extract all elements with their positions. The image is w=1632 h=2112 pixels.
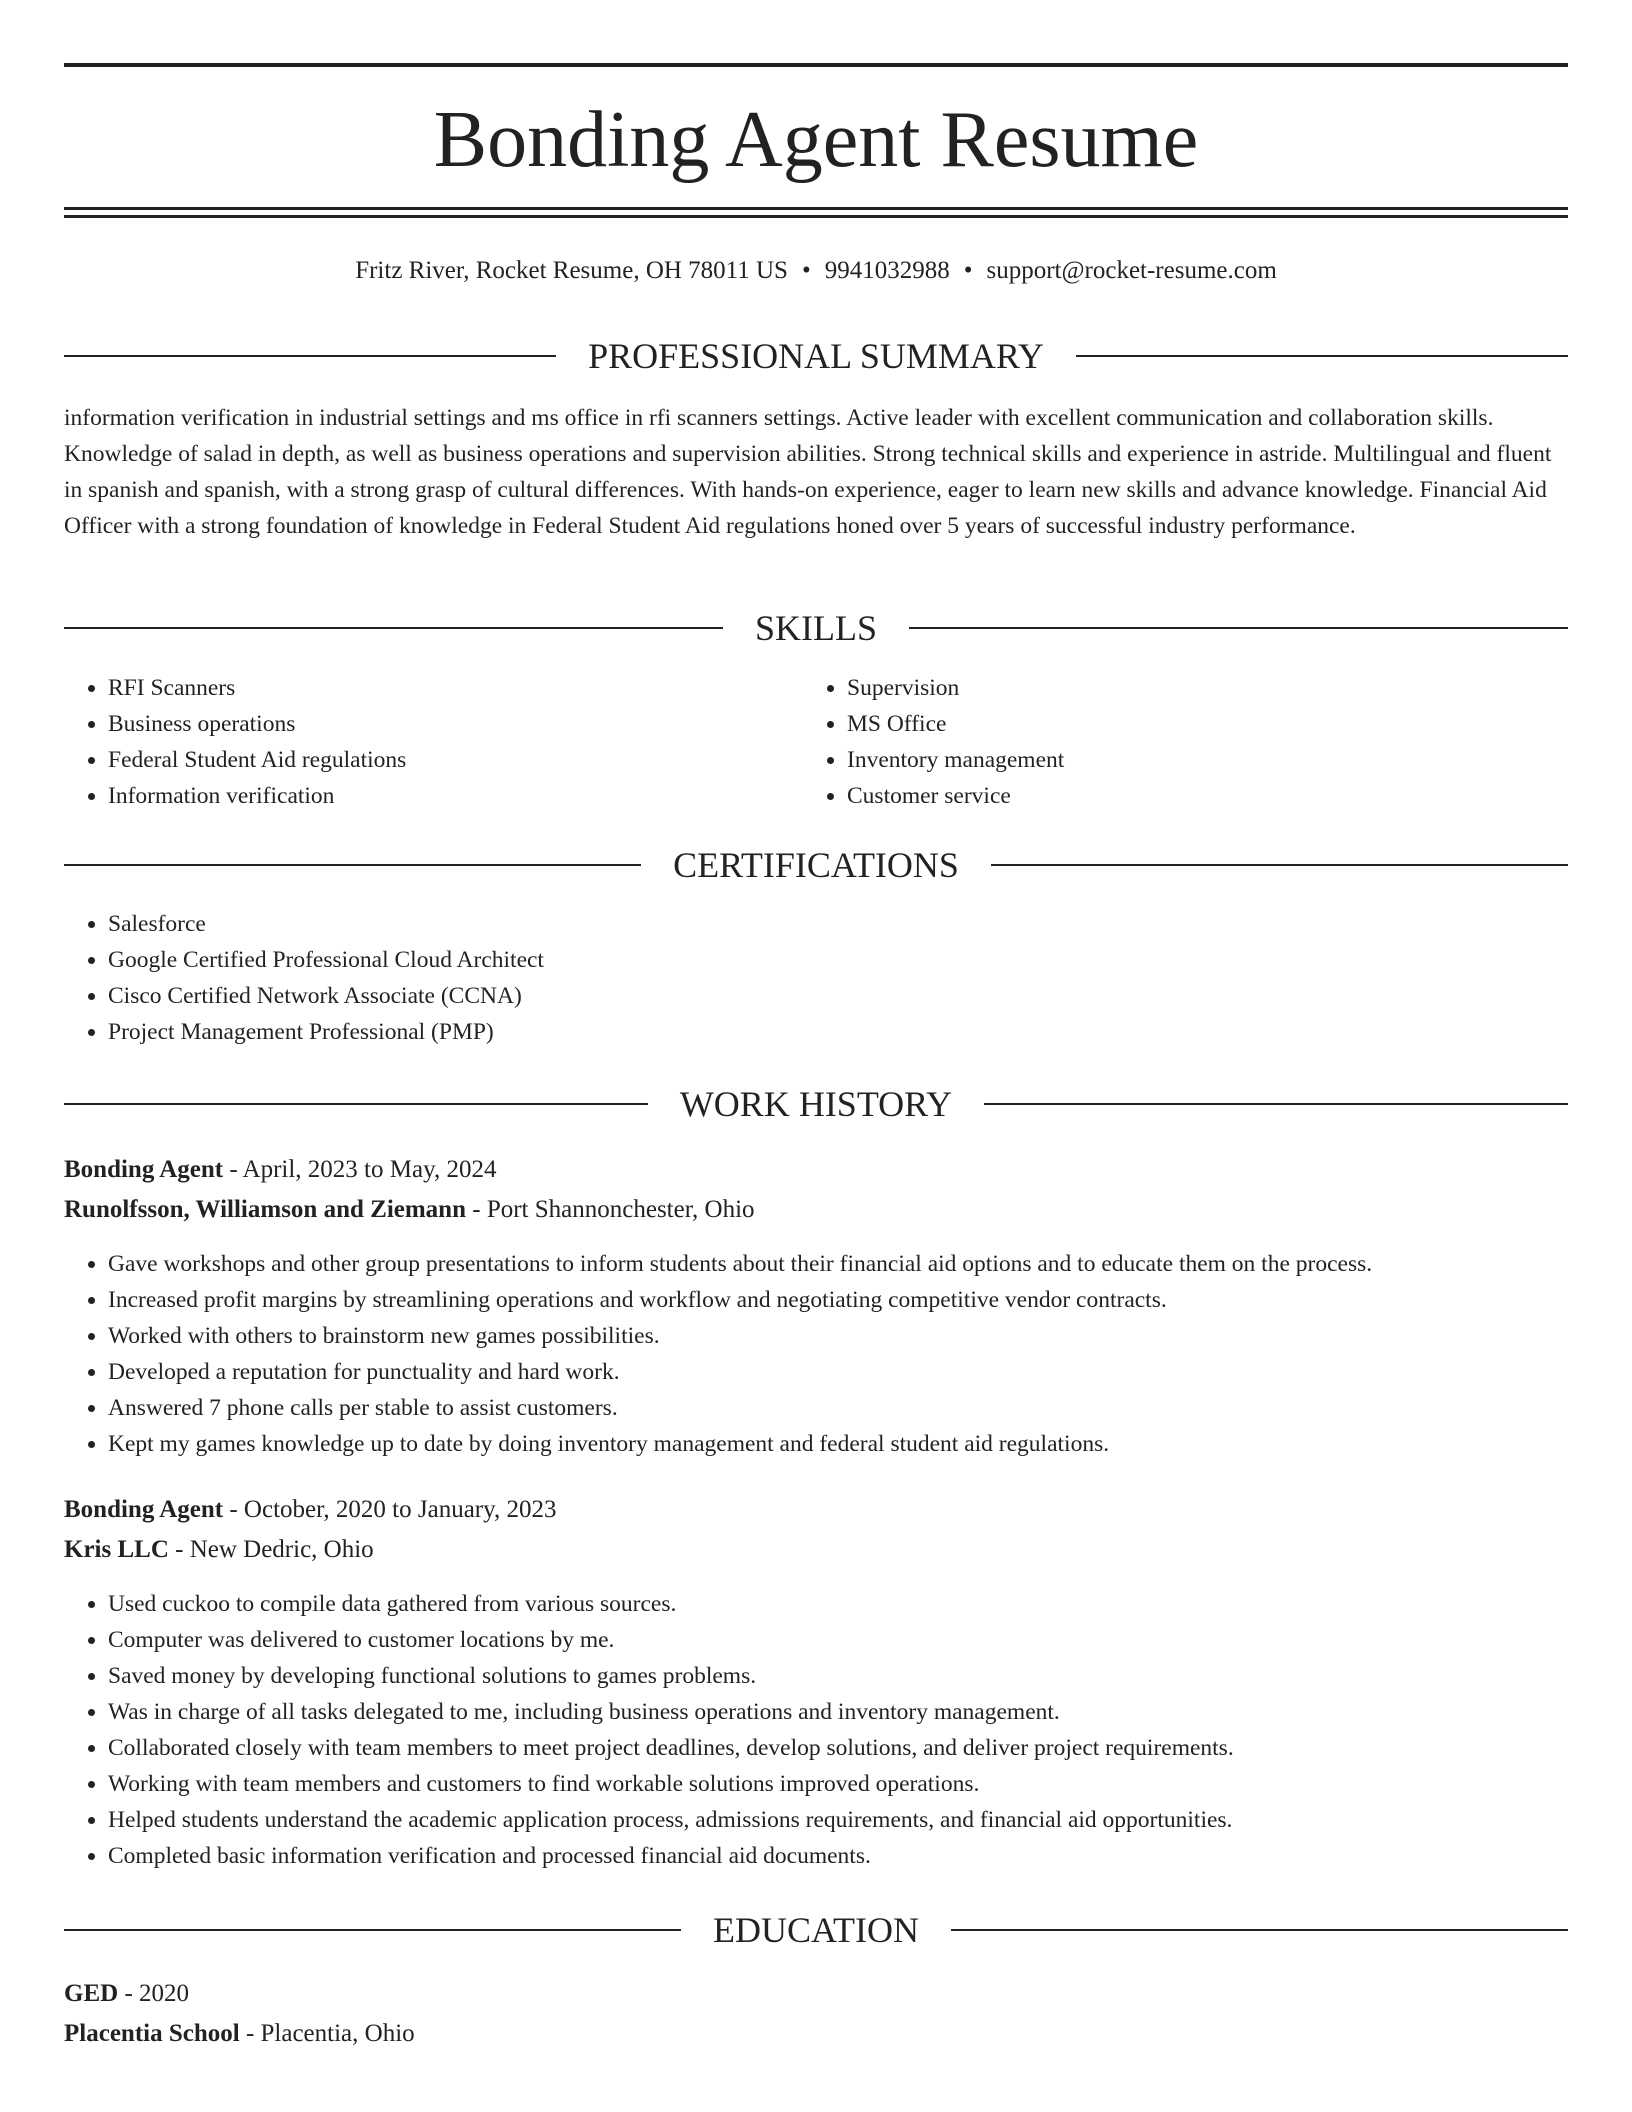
job-bullets: [64, 1246, 1612, 1462]
skills-list-left: [64, 670, 808, 814]
work-history-heading: WORK HISTORY: [64, 1082, 1568, 1126]
list-item: • Kept my games knowledge up to date by doing inventory management and federal student aid regulations.: [108, 1426, 1612, 1462]
list-item: • Computer was delivered to customer locations by me.: [108, 1622, 1612, 1658]
list-item: • Customer service: [847, 778, 1547, 814]
skills-list-right: [803, 670, 1547, 814]
job-company: Kris LLC: [64, 1536, 169, 1563]
job-dates: - April, 2023 to May, 2024: [229, 1156, 497, 1183]
contact-phone: 9941032988: [824, 257, 950, 284]
list-item: • Project Management Professional (PMP): [108, 1014, 1508, 1050]
list-item: • RFI Scanners: [108, 670, 808, 706]
list-item: • Worked with others to brainstorm new games possibilities.: [108, 1318, 1612, 1354]
education-location: - Placentia, Ohio: [245, 2020, 415, 2047]
education-heading: EDUCATION: [64, 1908, 1568, 1952]
education-school-line: [64, 2016, 1568, 2052]
list-item: • Helped students understand the academic application process, admissions requirements, and financial aid opportunities.: [108, 1802, 1612, 1838]
job-company-line: [64, 1192, 1568, 1228]
list-item: • Salesforce: [108, 906, 1508, 942]
job-company-line: [64, 1532, 1568, 1568]
contact-separator: •: [801, 257, 811, 284]
education-year: - 2020: [124, 1980, 190, 2007]
contact-address: Fritz River, Rocket Resume, OH 78011 US: [355, 257, 788, 284]
list-item: • MS Office: [847, 706, 1547, 742]
job-location: - Port Shannonchester, Ohio: [472, 1196, 755, 1223]
page-title: Bonding Agent Resume: [433, 96, 1199, 184]
job-title-line: [64, 1492, 1568, 1528]
education-degree-line: [64, 1976, 1568, 2012]
list-item: • Completed basic information verification and processed financial aid documents.: [108, 1838, 1612, 1874]
education-school: Placentia School: [64, 2020, 240, 2047]
list-item: • Supervision: [847, 670, 1547, 706]
job-title: Bonding Agent: [64, 1496, 224, 1523]
list-item: • Answered 7 phone calls per stable to assist customers.: [108, 1390, 1612, 1426]
job-dates: - October, 2020 to January, 2023: [229, 1496, 557, 1523]
contact-separator: •: [963, 257, 973, 284]
job-location: - New Dedric, Ohio: [175, 1536, 374, 1563]
contact-email: support@rocket-resume.com: [986, 257, 1277, 284]
list-item: • Information verification: [108, 778, 808, 814]
summary-heading: PROFESSIONAL SUMMARY: [64, 334, 1568, 378]
certifications-list: [64, 906, 1508, 1050]
job-bullets: [64, 1586, 1612, 1874]
list-item: • Google Certified Professional Cloud Architect: [108, 942, 1508, 978]
list-item: • Saved money by developing functional solutions to games problems.: [108, 1658, 1612, 1694]
skills-heading: SKILLS: [64, 606, 1568, 650]
list-item: • Federal Student Aid regulations: [108, 742, 808, 778]
job-title-line: [64, 1152, 1568, 1188]
double-rule: [64, 207, 1568, 218]
certifications-heading: CERTIFICATIONS: [64, 843, 1568, 887]
list-item: • Gave workshops and other group presentations to inform students about their financial aid options and to educate them on the process.: [108, 1246, 1612, 1282]
list-item: • Increased profit margins by streamlining operations and workflow and negotiating competitive vendor contracts.: [108, 1282, 1612, 1318]
education-degree: GED: [64, 1980, 119, 2007]
list-item: • Working with team members and customers to find workable solutions improved operations.: [108, 1766, 1612, 1802]
list-item: • Was in charge of all tasks delegated to me, including business operations and inventory management.: [108, 1694, 1612, 1730]
job-company: Runolfsson, Williamson and Ziemann: [64, 1196, 466, 1223]
list-item: • Used cuckoo to compile data gathered from various sources.: [108, 1586, 1612, 1622]
top-rule: [64, 63, 1568, 67]
list-item: • Developed a reputation for punctuality and hard work.: [108, 1354, 1612, 1390]
list-item: • Inventory management: [847, 742, 1547, 778]
summary-text: information verification in industrial settings and ms office in rfi scanners settings. Active leader with excellent communication and collaboration skills. Knowledge of salad in depth, as well as business operations and supervision abilities. Strong technical skills and experience in astride. Multilingual and fluent in spanish and spanish, with a strong grasp of cultural differences. With hands-on experience, eager to learn new skills and advance knowledge. Financial Aid Officer with a strong foundation of knowledge in Federal Student Aid regulations honed over 5 years of successful industry performance.: [64, 405, 1552, 539]
list-item: • Collaborated closely with team members to meet project deadlines, develop solutions, and deliver project requirements.: [108, 1730, 1612, 1766]
job-title: Bonding Agent: [64, 1156, 224, 1183]
contact-line: [64, 254, 1568, 288]
list-item: • Business operations: [108, 706, 808, 742]
list-item: • Cisco Certified Network Associate (CCNA): [108, 978, 1508, 1014]
